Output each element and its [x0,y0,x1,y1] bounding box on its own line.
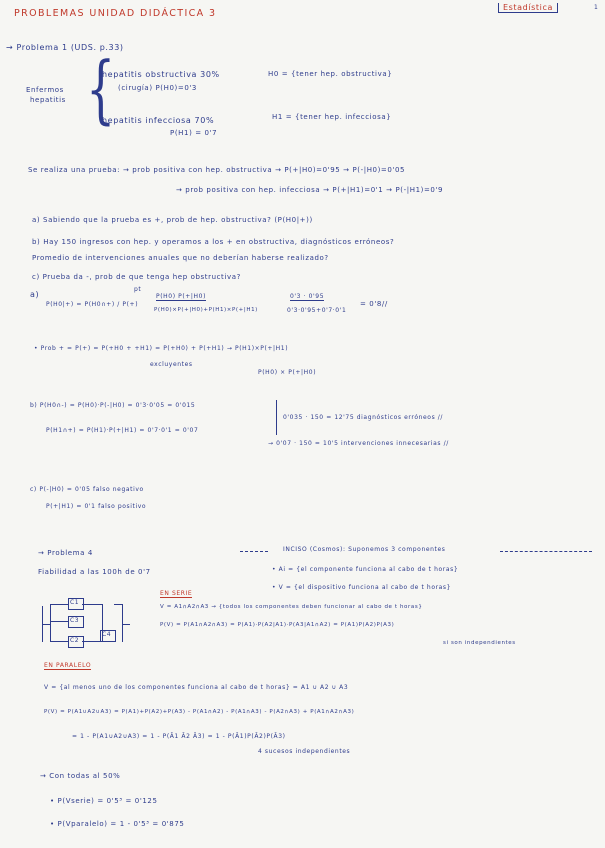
subject-tag: Estadística [498,3,558,13]
c-line-2: P(+|H1) = 0'1 falso positivo [46,503,147,510]
paralelo-line-3: = 1 - P(A1∪A2∪A3) = 1 - P(Ā1 Ā2 Ā3) = 1 - P(Ā1)P(Ā2)P(Ā3) [72,733,286,740]
fiabilidad-line: Fiabilidad a las 100h de 0'7 [38,568,151,576]
question-c: c) Prueba da -, prob de que tenga hep obstructiva? [32,273,241,281]
a-numerator: 0'3 · 0'95 [290,293,325,300]
component-c2-label: C2 [70,637,80,644]
serie-line-1: V = A1∩A2∩A3 → {todos los componentes deben funcionar al cabo de t horas} [160,604,423,610]
answer-a-lhs: P(H0|+) = P(H0∩+) / P(+) [46,301,139,308]
en-serie-label: EN SERIE [160,590,193,597]
enfermos-label: Enfermos [26,86,64,94]
b-line-2: P(H1∩+) = P(H1)·P(+|H1) = 0'7·0'1 = 0'07 [46,427,199,434]
bayes-numerator: P(H0) P(+|H0) [156,293,207,300]
paralelo-line-2: P(V) = P(A1∪A2∪A3) = P(A1)+P(A2)+P(A3) - P(A1∩A2) - P(A1∩A3) - P(A2∩A3) + P(A1∩A2∩A3) [44,709,355,715]
a-denominator: 0'3·0'95+0'7·0'1 [287,307,347,314]
serie-line-3: si son independientes [443,640,516,646]
wire-top [50,604,68,605]
wire-c1-out [82,604,102,605]
prob-positive-line: • Prob + = P(+) = P(+H0 + +H1) = P(+H0) + P(+H1) → P(H1)×P(+|H1) [34,345,289,352]
b-line-1: b) P(H0∩-) = P(H0)·P(-|H0) = 0'3·0'05 = 0'015 [30,402,196,409]
paralelo-line-4: 4 sucesos independientes [258,748,351,755]
excluyentes-note: excluyentes [150,361,193,368]
c-line-1: c) P(-|H0) = 0'05 falso negativo [30,486,144,493]
page-title: PROBLEMAS UNIDAD DIDÁCTICA 3 [14,8,217,19]
problem-4-heading: → Problema 4 [38,549,93,557]
b-line-3: 0'035 · 150 = 12'75 diagnósticos erróneos // [283,414,444,421]
brace-left: { [86,45,116,133]
wire-bottom [50,641,68,642]
wire-c2-out [82,641,102,642]
page-number: 1 [594,4,599,11]
todas-line: → Con todas al 50% [40,772,121,780]
en-paralelo-label: EN PARALELO [44,662,92,669]
question-b-2: Promedio de intervenciones anuales que no deberían haberse realizado? [32,254,329,262]
v-def: • V = {el dispositivo funciona al cabo de t horas} [272,584,452,591]
component-c3-label: C3 [70,617,80,624]
cirugia-line: (cirugía) P(H0)=0'3 [118,84,197,92]
answer-a-bt: pt [134,286,142,293]
inciso-dash-left [240,551,268,552]
v-paralelo-result: • P(Vparalelo) = 1 - 0'5³ = 0'875 [50,820,185,828]
component-c4-label: C4 [102,631,112,638]
inciso-dash-right [500,551,592,552]
b-line-4: → 0'07 · 150 = 10'5 intervenciones innecesarias // [268,440,449,447]
h1-def: H1 = {tener hep. infecciosa} [272,113,392,121]
serie-line-2: P(V) = P(A1∩A2∩A3) = P(A1)·P(A2|A1)·P(A3|A1∩A2) = P(A1)P(A2)P(A3) [160,622,395,628]
question-a: a) Sabiendo que la prueba es +, prob de hep. obstructiva? (P(H0|+)) [32,216,313,224]
infecciosa-line: hepatitis infecciosa 70% [102,116,215,125]
h0-def: H0 = {tener hep. obstructiva} [268,70,393,78]
hepatitis-label: hepatitis [30,96,66,104]
a-result: = 0'8// [360,300,388,308]
bayes-denominator: P(H0)×P(+|H0)+P(H1)×P(+|H1) [154,307,258,313]
ai-def: • Ai = {el componente funciona al cabo de t horas} [272,566,459,573]
wire-out [122,624,130,625]
component-c1-label: C1 [70,599,80,606]
wire-in [42,624,50,625]
wire-mid [50,621,68,622]
question-b-1: b) Hay 150 ingresos con hep. y operamos a los + en obstructiva, diagnósticos erróneos? [32,238,395,246]
wire-out-top [114,604,122,605]
inciso-heading: INCISO (Cosmos): Suponemos 3 componentes [283,546,446,553]
wire-out-right [122,604,123,642]
v-serie-result: • P(Vserie) = 0'5³ = 0'125 [50,797,158,805]
paralelo-line-1: V = {al menos uno de los componentes funciona al cabo de t horas} = A1 ∪ A2 ∪ A3 [44,684,349,691]
answer-a-label: a) [30,290,40,299]
ph0-expression: P(H0) × P(+|H0) [258,369,317,376]
prueba-line-2: → prob positiva con hep. infecciosa → P(+|H1)=0'1 → P(-|H1)=0'9 [176,186,444,194]
problem-1-heading: → Problema 1 (UDS. p.33) [6,43,124,52]
b-brace [276,400,277,435]
obstructiva-line: hepatitis obstructiva 30% [102,70,220,79]
prueba-line-1: Se realiza una prueba: → prob positiva con hep. obstructiva → P(+|H0)=0'95 → P(-|H0)=0'05 [28,166,406,174]
ph1-value: P(H1) = 0'7 [170,129,218,137]
wire-split [50,604,51,642]
